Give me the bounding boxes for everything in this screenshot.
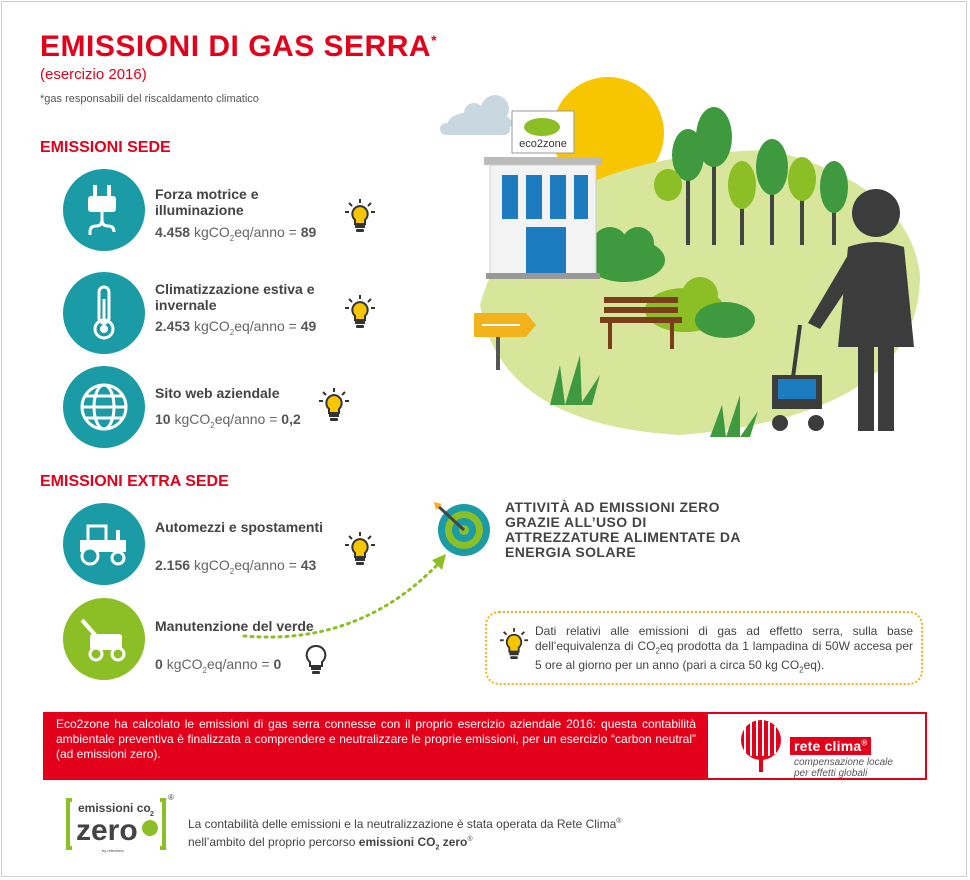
- svg-text:emissioni co: emissioni co: [78, 801, 151, 815]
- plug-icon: [63, 169, 145, 251]
- zero-emission-heading: ATTIVITÀ AD EMISSIONI ZERO GRAZIE ALL’USO DI ATTREZZATURE ALIMENTATE DA ENERGIA SOLARE: [505, 499, 741, 560]
- svg-text:by retecilma: by retecilma: [102, 848, 124, 853]
- tractor-icon: [63, 503, 145, 585]
- thermometer-icon: [63, 272, 145, 354]
- item-value-line: 4.458 kgCO$_2$eq/anno = 89: [155, 224, 317, 243]
- lawnmower-icon: [63, 598, 145, 680]
- rete-clima-tree-logo: [738, 718, 784, 776]
- page-subtitle: (esercizio 2016): [40, 66, 147, 83]
- item-title: Sito web aziendale: [155, 385, 280, 401]
- item-title: Automezzi e spostamenti: [155, 519, 324, 535]
- svg-text:®: ®: [168, 793, 174, 802]
- item-title: Manutenzione del verde: [155, 618, 314, 634]
- footer-text: La contabilità delle emissioni e la neutralizzazione è stata operata da Rete Clima® nell’ambito del proprio percorso emissioni $CO_2$ zero®: [188, 817, 622, 852]
- section-title-sede: EMISSIONI SEDE: [40, 139, 171, 156]
- lightbulb-on-icon: [499, 627, 529, 661]
- lightbulb-on-icon: [318, 387, 350, 423]
- item-value-line: 10 kgCO$_2$eq/anno = 0,2: [155, 411, 301, 430]
- cloud-icon: [440, 95, 512, 135]
- page-title: EMISSIONI DI GAS SERRA*: [40, 30, 438, 63]
- partner-name: rete clima®: [790, 737, 871, 755]
- park-illustration: [440, 75, 930, 455]
- title-footnote: *gas responsabili del riscaldamento climatico: [40, 93, 259, 105]
- item-title: Climatizzazione estiva e invernale: [155, 281, 315, 313]
- svg-text:zero: zero: [76, 814, 138, 847]
- item-value-line: 2.156 kgCO$_2$eq/anno = 43: [155, 557, 317, 576]
- banner-text: Eco2zone ha calcolato le emissioni di gas serra connesse con il proprio esercizio aziendale 2016: questa contabilità ambientale preventiva è finalizzata a comprendere e neutralizzare le proprie emissioni, per un esercizio “carbon neutral” (ad emissioni zero).: [56, 717, 696, 761]
- globe-icon: [63, 366, 145, 448]
- item-value-line: 2.453 kgCO$_2$eq/anno = 49: [155, 318, 317, 337]
- target-icon: [432, 500, 494, 560]
- section-title-extra-sede: EMISSIONI EXTRA SEDE: [40, 473, 229, 490]
- svg-text:eco2zone: eco2zone: [519, 138, 567, 150]
- dotted-arrow: [240, 550, 450, 650]
- lightbulb-on-icon: [344, 294, 376, 330]
- lightbulb-on-icon: [344, 198, 376, 234]
- note-text: Dati relativi alle emissioni di gas ad effetto serra, sulla base dell’equivalenza di $CO_2eq$ prodotta da 1 lampadina di 50W accesa per 5 ore al giorno per un anno (pari a circa 50 kg $CO_2eq$).: [535, 624, 913, 675]
- item-value-line: 0 kgCO$_2$eq/anno = 0: [155, 656, 282, 675]
- emissioni-co2-zero-logo: [64, 790, 178, 856]
- partner-tagline: compensazione locale per effetti globali: [794, 757, 893, 779]
- item-title: Forza motrice e illuminazione: [155, 186, 259, 218]
- svg-text:2: 2: [150, 811, 154, 818]
